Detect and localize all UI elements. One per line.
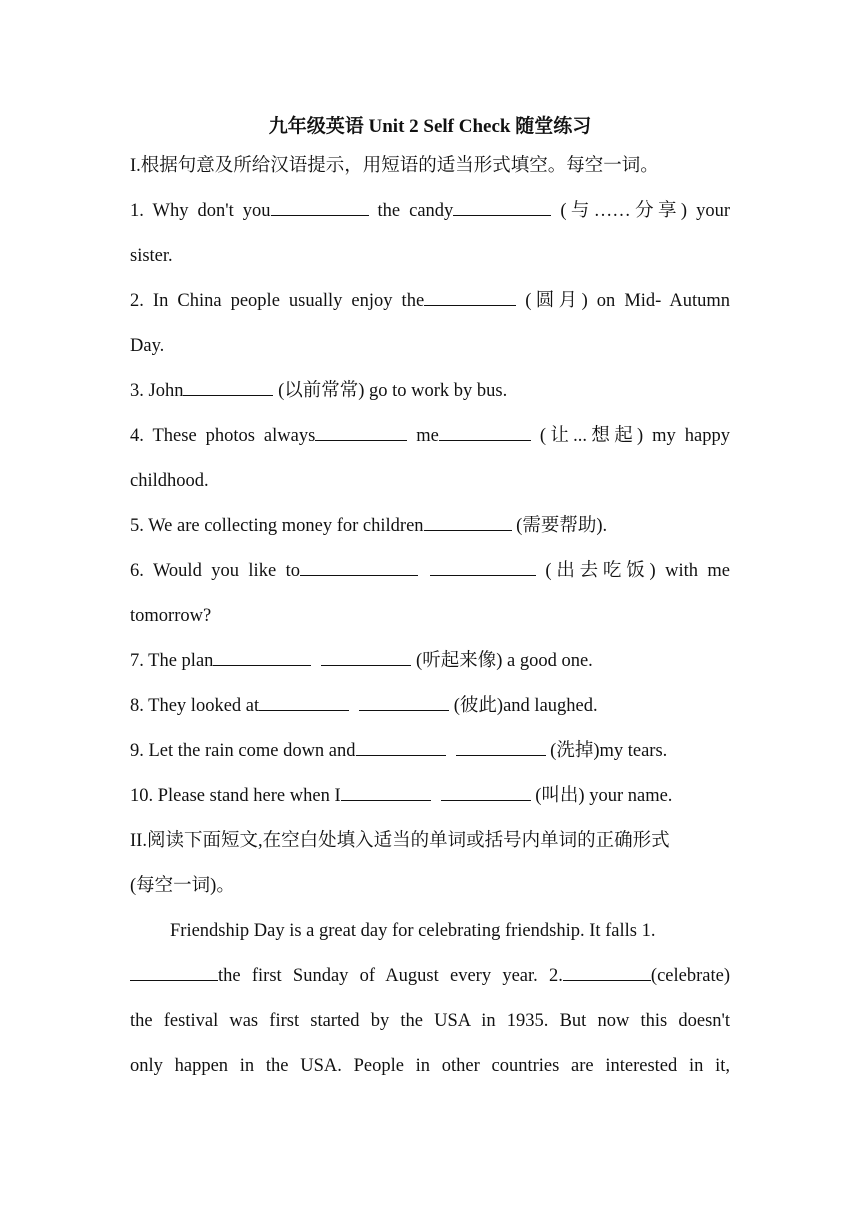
passage-text: (celebrate) bbox=[650, 966, 730, 986]
passage-line1: Friendship Day is a great day for celebrating friendship. It falls 1. bbox=[170, 921, 656, 941]
question-4-line1 bbox=[130, 414, 730, 459]
question-1-hint: (与……分享) your bbox=[551, 201, 730, 221]
passage-line4: only happen in the USA. People in other countries are interested in it, bbox=[130, 1056, 730, 1076]
question-7 bbox=[130, 639, 730, 684]
answer-blank[interactable] bbox=[130, 962, 218, 981]
question-10-hint: (叫出) your name. bbox=[530, 786, 673, 806]
question-4-text: me bbox=[407, 426, 439, 446]
answer-blank[interactable] bbox=[359, 692, 449, 711]
question-7-text: 7. The plan bbox=[130, 651, 214, 671]
question-10-text: 10. Please stand here when I bbox=[130, 786, 341, 806]
question-8-hint: (彼此)and laughed. bbox=[449, 696, 598, 716]
question-1-text: 1. Why don't you bbox=[130, 201, 271, 221]
answer-blank[interactable] bbox=[424, 512, 512, 531]
question-5-hint: (需要帮助). bbox=[511, 516, 608, 536]
answer-blank[interactable] bbox=[271, 197, 369, 216]
question-4-text: 4. These photos always bbox=[130, 426, 316, 446]
answer-blank[interactable] bbox=[430, 557, 536, 576]
answer-blank[interactable] bbox=[259, 692, 349, 711]
section2-heading-line1: II.阅读下面短文,在空白处填入适当的单词或括号内单词的正确形式 bbox=[130, 831, 670, 851]
question-9-text: 9. Let the rain come down and bbox=[130, 741, 356, 761]
question-5 bbox=[130, 504, 730, 549]
passage-text: the first Sunday of August every year. 2. bbox=[218, 966, 563, 986]
question-4-hint: (让...想起) my happy bbox=[530, 426, 730, 446]
answer-blank[interactable] bbox=[213, 647, 311, 666]
question-1-line2: sister. bbox=[130, 246, 173, 266]
passage-line2 bbox=[130, 954, 730, 999]
question-6-text: 6. Would you like to bbox=[130, 561, 300, 581]
section1-heading: I.根据句意及所给汉语提示，用短语的适当形式填空。每空一词。 bbox=[130, 156, 659, 176]
worksheet-title: 九年级英语 Unit 2 Self Check 随堂练习 bbox=[268, 116, 592, 137]
question-6-line2: tomorrow? bbox=[130, 606, 212, 626]
passage-line3: the festival was first started by the USA in 1935. But now this doesn't bbox=[130, 1011, 730, 1031]
answer-blank[interactable] bbox=[300, 557, 418, 576]
answer-blank[interactable] bbox=[563, 962, 651, 981]
answer-blank[interactable] bbox=[441, 782, 531, 801]
question-1-text: the candy bbox=[368, 201, 454, 221]
section2-heading-line2: (每空一词)。 bbox=[130, 876, 235, 896]
question-8-text: 8. They looked at bbox=[130, 696, 260, 716]
question-3-hint: (以前常常) go to work by bus. bbox=[273, 381, 508, 401]
question-3-text: 3. John bbox=[130, 381, 184, 401]
answer-blank[interactable] bbox=[456, 737, 546, 756]
question-4-line2: childhood. bbox=[130, 471, 209, 491]
answer-blank[interactable] bbox=[356, 737, 446, 756]
answer-blank[interactable] bbox=[341, 782, 431, 801]
question-2-hint: (圆月) on Mid- Autumn bbox=[516, 291, 730, 311]
question-2-line2: Day. bbox=[130, 336, 165, 356]
question-6-line1 bbox=[130, 549, 730, 594]
question-3 bbox=[130, 369, 730, 414]
question-6-hint: (出去吃饭) with me bbox=[535, 561, 730, 581]
worksheet-page bbox=[130, 110, 730, 1089]
answer-blank[interactable] bbox=[439, 422, 531, 441]
answer-blank[interactable] bbox=[453, 197, 551, 216]
question-9 bbox=[130, 729, 730, 774]
question-10 bbox=[130, 774, 730, 819]
question-2-text: 2. In China people usually enjoy the bbox=[130, 291, 425, 311]
question-5-text: 5. We are collecting money for children bbox=[130, 516, 424, 536]
answer-blank[interactable] bbox=[183, 377, 273, 396]
question-1-line1 bbox=[130, 189, 730, 234]
question-2-line1 bbox=[130, 279, 730, 324]
question-8 bbox=[130, 684, 730, 729]
answer-blank[interactable] bbox=[321, 647, 411, 666]
question-7-hint: (听起来像) a good one. bbox=[411, 651, 593, 671]
answer-blank[interactable] bbox=[424, 287, 516, 306]
answer-blank[interactable] bbox=[315, 422, 407, 441]
question-9-hint: (洗掉)my tears. bbox=[545, 741, 668, 761]
